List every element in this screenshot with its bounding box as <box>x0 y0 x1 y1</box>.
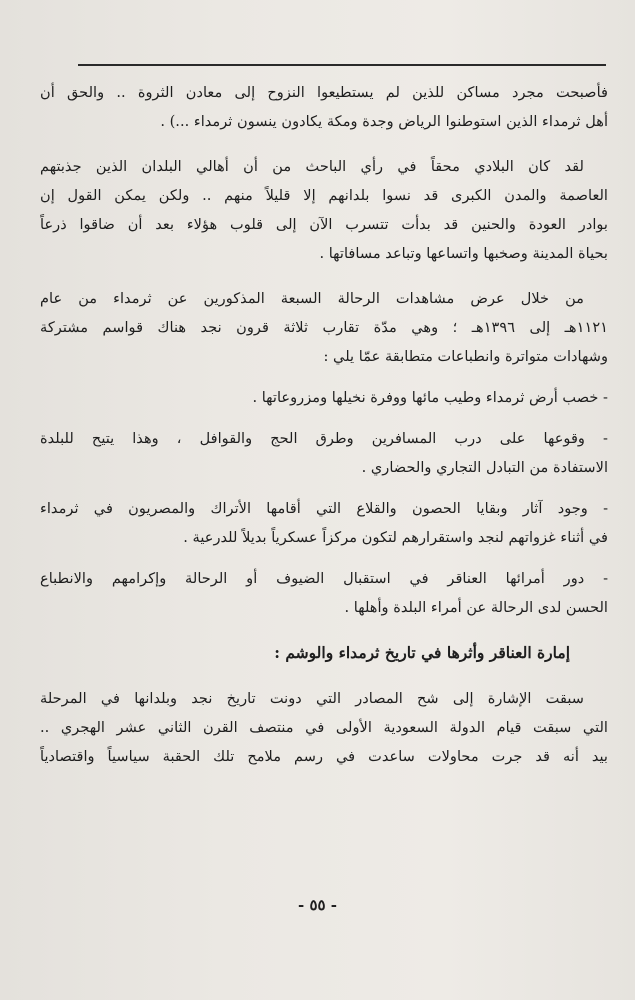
paragraph-3 <box>40 284 608 371</box>
bullet-item <box>40 383 608 412</box>
text-line: في أثناء غزواتهم لنجد واستقرارهم لتكون مركزاً عسكرياً بديلاً للدرعية . <box>183 529 608 546</box>
header-rule <box>78 64 606 66</box>
text-line: العاصمة والمدن الكبرى قد نسوا بلدانهم إلا قليلاً منهم .. ولكن يمكن القول إن <box>40 187 608 204</box>
text-line: لقد كان البلادي محقاً في رأي الباحث من أن أهالي البلدان الذين جذبتهم <box>40 158 584 175</box>
bullet-list <box>40 383 608 622</box>
text-line: بحياة المدينة وصخبها واتساعها وتباعد مسافاتها . <box>319 245 608 262</box>
text-line: - دور أمرائها العناقر في استقبال الضيوف أو الرحالة وإكرامهم والانطباع <box>40 570 608 587</box>
closing-paragraph <box>40 684 608 771</box>
text-line: - خصب أرض ثرمداء وطيب مائها ووفرة نخيلها ومزروعاتها . <box>252 389 608 406</box>
bullet-item <box>40 564 608 622</box>
paragraph-2 <box>40 152 608 268</box>
text-line: ١١٢١هـ إلى ١٣٩٦هـ ؛ وهي مدّة تقارب ثلاثة قرون نجد هناك قواسم مشتركة <box>40 319 608 336</box>
text-line: سبقت الإشارة إلى شح المصادر التي دونت تاريخ نجد وبلدانها في المرحلة <box>40 690 584 707</box>
text-line: بيد أنه قد جرت محاولات ساعدت في رسم ملامح تلك الحقبة سياسياً واقتصادياً <box>40 748 608 765</box>
paragraph-1 <box>40 78 608 136</box>
text-line: الاستفادة من التبادل التجاري والحضاري . <box>361 459 608 476</box>
text-line: أهل ثرمداء الذين استوطنوا الرياض وجدة ومكة يكادون ينسون ثرمداء ...) . <box>160 113 608 130</box>
text-line: التي سبقت قيام الدولة السعودية الأولى في منتصف القرن الثاني عشر الهجري .. <box>40 719 608 736</box>
bullet-item <box>40 494 608 552</box>
section-heading: إمارة العناقر وأثرها في تاريخ ثرمداء والوشم : <box>274 643 570 662</box>
bullet-item <box>40 424 608 482</box>
text-line: الحسن لدى الرحالة عن أمراء البلدة وأهلها . <box>344 599 608 616</box>
page-number: - ٥٥ - <box>297 896 338 914</box>
text-line: من خلال عرض مشاهدات الرحالة السبعة المذكورين عن ثرمداء من عام <box>40 290 584 307</box>
text-line: وشهادات متواترة وانطباعات متطابقة عمّا يلي : <box>323 348 608 365</box>
text-line: فأصبحت مجرد مساكن للذين لم يستطيعوا النزوح إلى معادن الثروة .. والحق أن <box>40 84 608 101</box>
text-line: بوادر العودة والحنين قد بدأت تتسرب الآن إلى قلوب هؤلاء بعد أن ضاقوا ذرعاً <box>40 216 608 233</box>
body-text <box>40 78 608 771</box>
text-line: - وجود آثار وبقايا الحصون والقلاع التي أقامها الأتراك والمصريون في ثرمداء <box>40 500 608 517</box>
text-line: - وقوعها على درب المسافرين وطرق الحج والقوافل ، وهذا يتيح للبلدة <box>40 430 608 447</box>
